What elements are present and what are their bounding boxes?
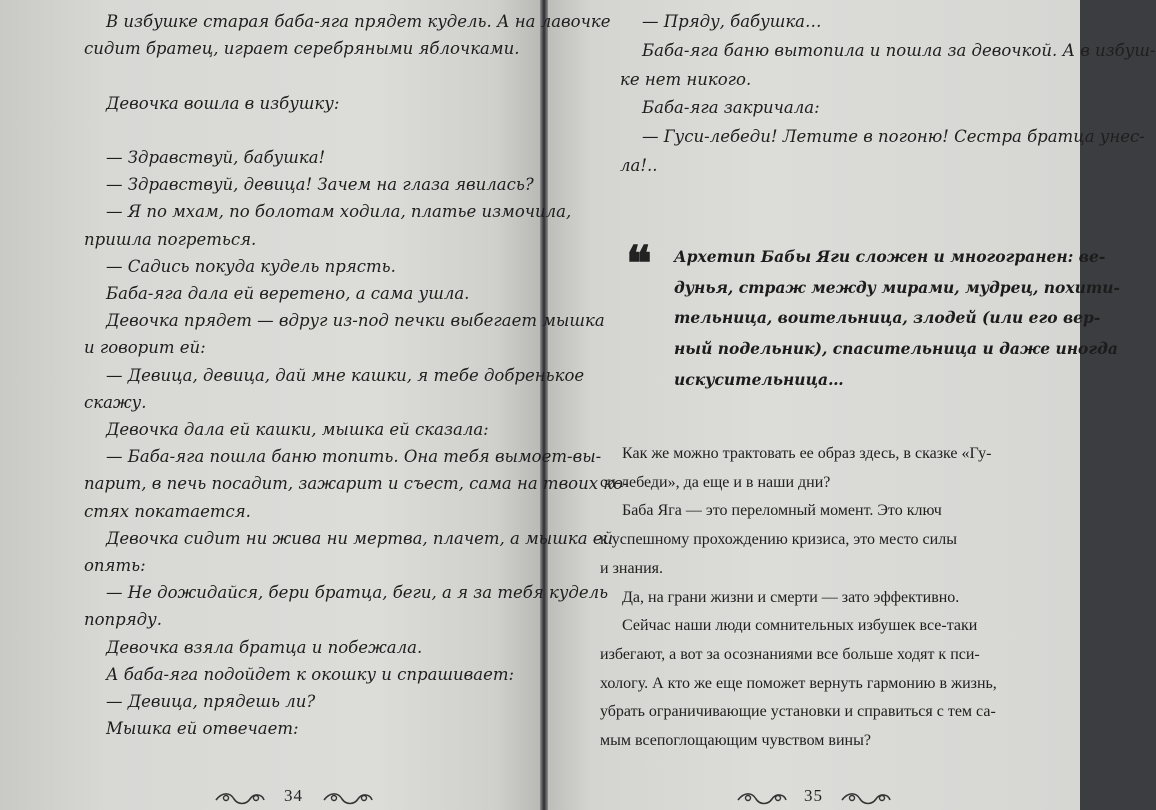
text-line: сидит братец, играет серебряными яблочками. xyxy=(84,39,520,59)
text-line: — Садись покуда кудель прясть. xyxy=(106,256,396,276)
text-line: А баба-яга подойдет к окошку и спрашивает: xyxy=(106,664,515,684)
text-line: мым всепоглощающим чувством вины? xyxy=(600,732,871,749)
text-line: стях покатается. xyxy=(84,501,251,521)
text-line: Девочка сидит ни жива ни мертва, плачет, а мышка ей xyxy=(106,528,614,548)
text-line: искусительница… xyxy=(674,369,844,389)
text-line: хологу. А кто же еще поможет вернуть гармонию в жизнь, xyxy=(600,674,997,692)
text-line: и знания. xyxy=(600,559,664,577)
text-line: — Девица, девица, дай мне кашки, я тебе добренькое xyxy=(106,365,585,385)
text-line: Баба Яга — это переломный момент. Это ключ xyxy=(622,502,942,520)
book-spine xyxy=(540,0,548,810)
text-line: Баба-яга дала ей веретено, а сама ушла. xyxy=(106,284,470,303)
text-line: опять: xyxy=(84,556,146,575)
text-line: — Я по мхам, по болотам ходила, платье измочила, xyxy=(106,202,572,222)
page-number-left: 34 xyxy=(284,786,303,805)
text-line: Девочка взяла братца и побежала. xyxy=(106,637,423,657)
text-line: — Здравствуй, бабушка! xyxy=(106,148,326,167)
page-number-right: 35 xyxy=(804,786,823,805)
text-line: Баба-яга закричала: xyxy=(642,98,820,118)
text-line: Как же можно трактовать ее образ здесь, в сказке «Гу- xyxy=(622,445,992,462)
text-line: ный подельник), спасительница и даже иногда xyxy=(674,339,1118,359)
text-line: ке нет никого. xyxy=(620,69,752,89)
text-line: Девочка дала ей кашки, мышка ей сказала: xyxy=(106,420,489,439)
text-line: — Пряду, бабушка… xyxy=(642,12,822,31)
text-line: и говорит ей: xyxy=(84,338,206,358)
text-line: тельница, воительница, злодей (или его вер- xyxy=(674,308,1101,328)
text-line: — Девица, прядешь ли? xyxy=(106,692,316,711)
text-line: Мышка ей отвечает: xyxy=(106,719,299,739)
text-line: избегают, а вот за осознаниями все больше ходят к пси- xyxy=(600,645,980,663)
text-line: си-лебеди», да еще и в наши дни? xyxy=(600,473,831,491)
text-line: Архетип Бабы Яги сложен и многогранен: ве- xyxy=(674,247,1106,266)
text-line: Сейчас наши люди сомнительных избушек все-таки xyxy=(622,617,978,635)
left-ornament-right-icon xyxy=(322,792,374,806)
text-line: В избушке старая баба-яга прядет кудель. А на лавочке xyxy=(106,12,611,31)
quote-mark-icon: ❝ xyxy=(626,236,652,292)
text-line: парит, в печь посадит, зажарит и съест, сама на твоих ко- xyxy=(84,474,629,494)
text-line: Девочка вошла в избушку: xyxy=(106,93,340,113)
text-line: Девочка прядет — вдруг из-под печки выбегает мышка xyxy=(106,311,605,331)
right-ornament-icon xyxy=(736,792,788,806)
text-line: попряду. xyxy=(84,610,162,630)
text-line: — Здравствуй, девица! Зачем на глаза явилась? xyxy=(106,175,534,195)
text-line: ла!.. xyxy=(620,156,658,175)
text-line: скажу. xyxy=(84,392,147,412)
right-ornament-right-icon xyxy=(840,792,892,806)
text-line: дунья, страж между мирами, мудрец, похити- xyxy=(674,277,1120,297)
left-ornament-icon xyxy=(214,792,266,806)
text-line: — Не дожидайся, бери братца, беги, а я за тебя кудель xyxy=(106,583,609,603)
text-line: к успешному прохождению кризиса, это место силы xyxy=(600,531,957,549)
text-line: Да, на грани жизни и смерти — зато эффективно. xyxy=(622,588,960,606)
text-line: пришла погреться. xyxy=(84,229,257,249)
text-line: убрать ограничивающие установки и справиться с тем са- xyxy=(600,703,996,721)
text-line: — Баба-яга пошла баню топить. Она тебя вымоет-вы- xyxy=(106,447,602,467)
text-line: Баба-яга баню вытопила и пошла за девочкой. А в избуш- xyxy=(642,40,1156,60)
text-line: — Гуси-лебеди! Летите в погоню! Сестра братца унес- xyxy=(642,127,1145,147)
